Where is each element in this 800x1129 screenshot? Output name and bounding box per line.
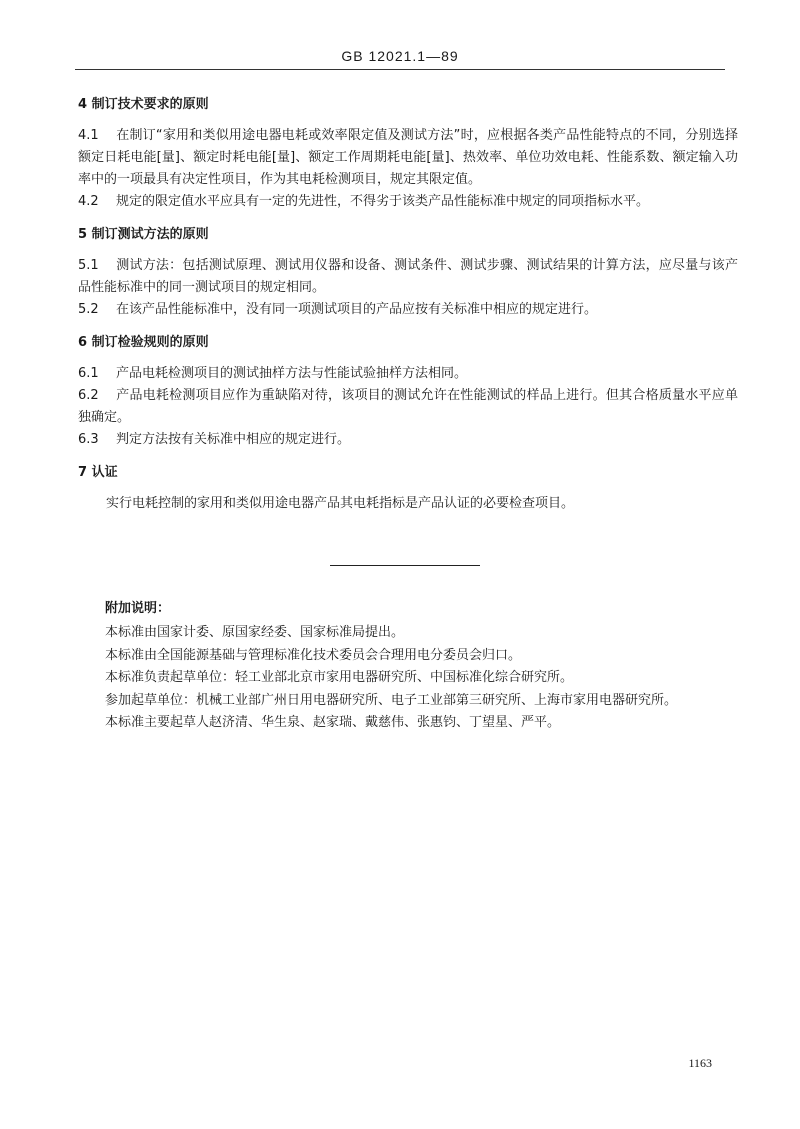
clause-number: 4.2	[78, 194, 99, 209]
clause-4-1	[78, 125, 738, 191]
clause-text: 产品电耗检测项目的测试抽样方法与性能试验抽样方法相同。	[116, 366, 468, 381]
notes-title: 附加说明：	[105, 601, 171, 616]
clause-6-2	[78, 385, 738, 429]
section-7	[78, 463, 738, 515]
clause-number: 6.2	[78, 388, 99, 403]
clause-7-text: 实行电耗控制的家用和类似用途电器产品其电耗指标是产品认证的必要检查项目。	[106, 496, 575, 511]
notes-line: 本标准主要起草人赵济清、华生泉、赵家瑞、戴慈伟、张惠钧、丁望星、严平。	[105, 715, 561, 730]
section-4	[78, 95, 738, 213]
section-heading: 5 制订测试方法的原则	[78, 227, 209, 242]
notes-line: 参加起草单位：机械工业部广州日用电器研究所、电子工业部第三研究所、上海市家用电器研究所。	[105, 692, 678, 708]
clause-6-3	[78, 429, 738, 451]
additional-notes	[105, 598, 745, 735]
header-rule	[75, 69, 725, 70]
clause-5-2	[78, 299, 738, 321]
clause-number: 4.1	[78, 128, 99, 143]
clause-text: 判定方法按有关标准中相应的规定进行。	[116, 432, 351, 447]
section-heading: 7 认证	[78, 465, 118, 480]
clause-number: 5.2	[78, 302, 99, 317]
section-heading: 4 制订技术要求的原则	[78, 97, 209, 112]
section-heading: 6 制订检验规则的原则	[78, 335, 209, 350]
clause-number: 6.1	[78, 366, 99, 381]
notes-line: 本标准负责起草单位：轻工业部北京市家用电器研究所、中国标准化综合研究所。	[105, 670, 574, 685]
clause-text: 产品电耗检测项目应作为重缺陷对待，该项目的测试允许在性能测试的样品上进行。但其合格质量水平应单独确定。	[78, 388, 738, 425]
page-header: GB 12021.1—89	[341, 48, 459, 64]
clause-text: 规定的限定值水平应具有一定的先进性，不得劣于该类产品性能标准中规定的同项指标水平。	[116, 194, 650, 209]
clause-4-2	[78, 191, 738, 213]
page-number: 1163	[688, 1056, 712, 1070]
section-5	[78, 225, 738, 321]
clause-text: 在制订“家用和类似用途电器电耗或效率限定值及测试方法”时，应根据各类产品性能特点的不同，分别选择额定日耗电能[量]、额定时耗电能[量]、额定工作周期耗电能[量]、热效率、单位功效电耗、性能系数、额定输入功率中的一项最具有决定性项目，作为其电耗检测项目，规定其限定值。	[78, 128, 738, 187]
separator-rule	[330, 565, 480, 566]
clause-text: 测试方法：包括测试原理、测试用仪器和设备、测试条件、测试步骤、测试结果的计算方法，应尽量与该产品性能标准中的同一测试项目的规定相同。	[78, 258, 738, 295]
clause-number: 5.1	[78, 258, 99, 273]
clause-6-1	[78, 363, 738, 385]
document-body	[78, 95, 738, 527]
section-6	[78, 333, 738, 451]
clause-text: 在该产品性能标准中，没有同一项测试项目的产品应按有关标准中相应的规定进行。	[116, 302, 598, 317]
clause-5-1	[78, 255, 738, 299]
notes-line: 本标准由全国能源基础与管理标准化技术委员会合理用电分委员会归口。	[105, 647, 522, 663]
notes-line: 本标准由国家计委、原国家经委、国家标准局提出。	[105, 625, 405, 640]
clause-number: 6.3	[78, 432, 99, 447]
